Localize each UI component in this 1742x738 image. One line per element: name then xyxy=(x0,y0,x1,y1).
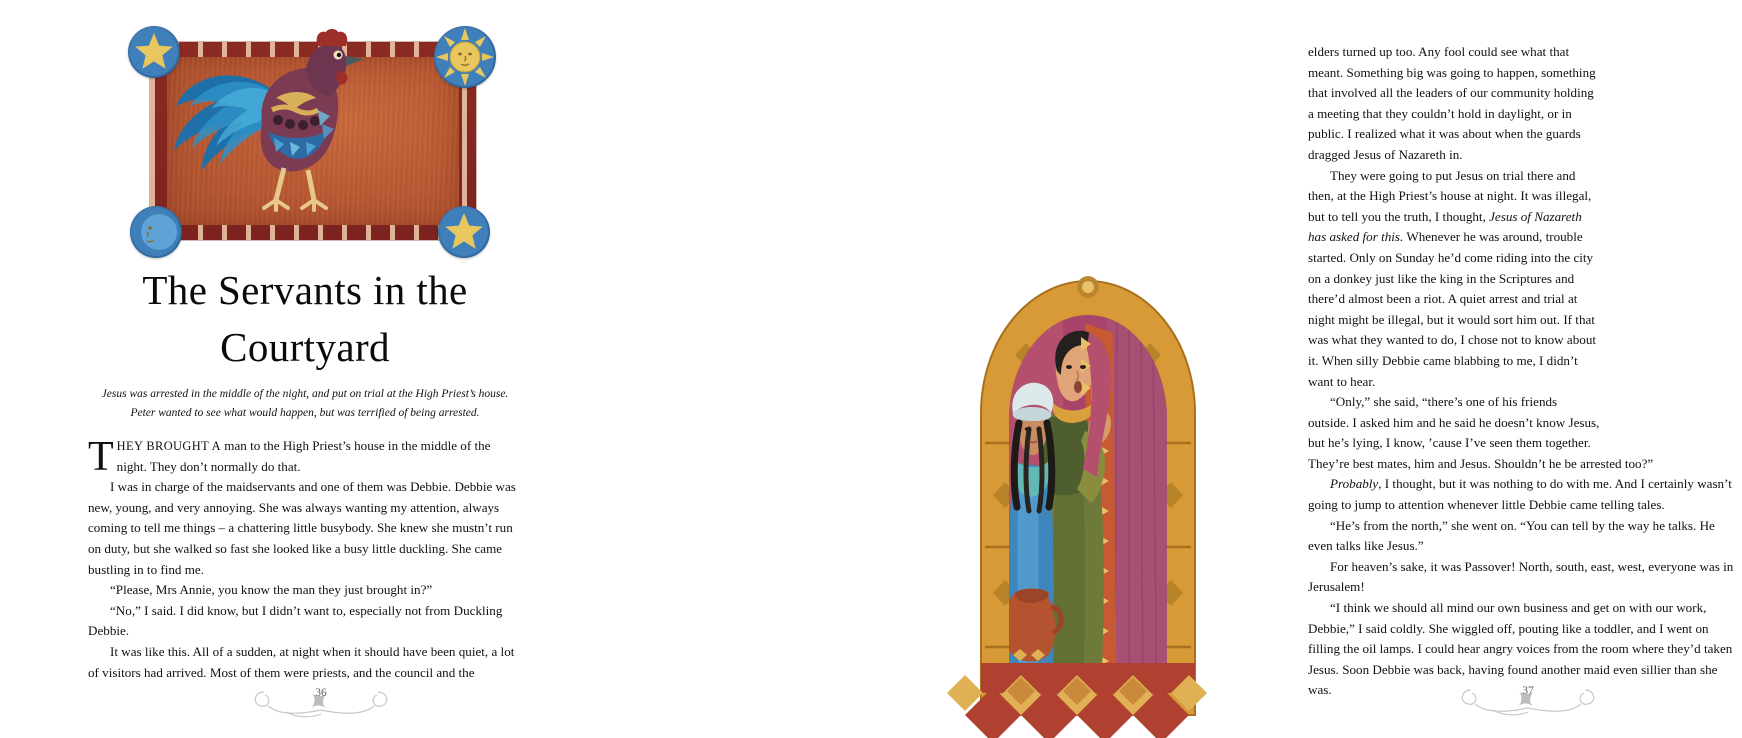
subtitle-line-2: Peter wanted to see what would happen, but was terrified of being arrested. xyxy=(130,406,480,419)
sun-medallion-top-right xyxy=(434,26,496,88)
opening-paragraph xyxy=(88,434,518,480)
text-run: They were going to put Jesus on trial there and then, at the High Priest’s house at night. It was illegal, but to tell you the truth, I thought, xyxy=(1308,167,1592,224)
flourish-ornament-icon xyxy=(246,678,396,724)
flourish-ornament-icon xyxy=(1453,676,1603,722)
crescent-moon-face-icon xyxy=(130,206,182,258)
page-number: 36 xyxy=(315,687,327,699)
chapter-subtitle xyxy=(70,385,540,422)
chapter-title-line-1: The Servants in the xyxy=(142,267,468,313)
doorway-figure xyxy=(957,263,1219,735)
text-run: For heaven’s sake, it was Passover! North, south, east, west, everyone was in Jerusalem! xyxy=(1308,558,1734,595)
page-title xyxy=(60,262,550,375)
text-run: “Only,” she said, “there’s one of his friends outside. I asked him and he said he doesn’t know Jesus, but he’s lying, I know, ’cause I’ve seen them together. They’re best mates, him and Jesus. Shouldn’t he be arrested too?” xyxy=(1308,394,1654,471)
paragraph xyxy=(1308,474,1742,515)
text-run: Whenever he was around, trouble started. Only on Sunday he’d come riding into the city on a donkey just like the king in the Scriptures and there’d almost been a riot. A quiet arrest and trial at night might be illegal, but it would sort him out. If that was what they wanted to do, I chose not to know about it. When silly Debbie came blabbing to me, I didn’t want to hear. xyxy=(1308,229,1597,389)
left-column-text xyxy=(88,436,518,683)
folio-right xyxy=(1453,676,1603,722)
opening-rest: man to the High Priest’s house in the middle of the night. They don’t normally do that. xyxy=(116,438,491,474)
subtitle-line-1: Jesus was arrested in the middle of the night, and put on trial at the High Priest’s house. xyxy=(101,388,509,400)
star-medallion-bottom-right xyxy=(438,206,490,258)
text-run-italic: Jesus of Nazareth has asked for this. xyxy=(1308,208,1582,245)
opening-small-caps: HEY BROUGHT A xyxy=(116,439,221,453)
star-icon xyxy=(438,206,490,258)
drop-cap: T xyxy=(88,434,114,480)
text-run-italic: Probably xyxy=(1330,476,1379,492)
paragraph: “Please, Mrs Annie, you know the man they just brought in?” xyxy=(110,582,433,598)
folio-left xyxy=(246,678,396,724)
paragraph: I was in charge of the maidservants and one of them was Debbie. Debbie was new, young, and very annoying. She was always wanting my attention, always coming to tell me things – a chattering little busybody. She knew she mustn’t run on duty, but she walked so fast she looked like a busy little duckling. She came bustling in to find me. xyxy=(88,479,516,577)
paragraph xyxy=(1308,557,1742,598)
left-page xyxy=(0,0,610,738)
doorway-women-illustration xyxy=(957,263,1219,735)
rooster-figure xyxy=(158,28,428,218)
rooster-illustration xyxy=(128,26,496,258)
text-run: , I thought, but it was nothing to do with me. And I certainly wasn’t going to jump to attention whenever little Debbie came telling tales. xyxy=(1308,476,1732,513)
text-run: “He’s from the north,” she went on. “You can tell by the way he talks. He even talks like Jesus.” xyxy=(1308,517,1715,554)
star-medallion-top-left xyxy=(128,26,180,78)
sun-face-icon xyxy=(434,26,496,88)
diamond-tile-base xyxy=(947,663,1207,738)
star-icon xyxy=(128,26,180,78)
moon-medallion-bottom-left xyxy=(130,206,182,258)
paragraph: It was like this. All of a sudden, at night when it should have been quiet, a lot of visitors had arrived. Most of them were priests, and the council and the xyxy=(88,643,515,680)
page-number: 37 xyxy=(1522,685,1534,697)
paragraph xyxy=(1308,516,1742,557)
chapter-title-line-2: Courtyard xyxy=(220,323,390,370)
text-run: “I think we should all mind our own business and get on with our work, Debbie,” I said coldly. She wiggled off, pouting like a toddler, and I went on filling the oil lamps. I could hear angry voices from the room where they’d taken Jesus. Soon Debbie was back, having found another maid even sillier than she was. xyxy=(1308,600,1733,698)
illustration-text-wrap xyxy=(1600,42,1742,442)
paragraph: “No,” I said. I did know, but I didn’t want to, especially not from Duckling Debbie. xyxy=(88,602,503,639)
right-column-text xyxy=(1308,42,1742,701)
text-run: elders turned up too. Any fool could see what that meant. Something big was going to happen, something that involved all the leaders of our community holding a meeting that they couldn’t hold in daylight, or in public. I realized what it was about when the guards dragged Jesus of Nazareth in. xyxy=(1308,44,1596,162)
